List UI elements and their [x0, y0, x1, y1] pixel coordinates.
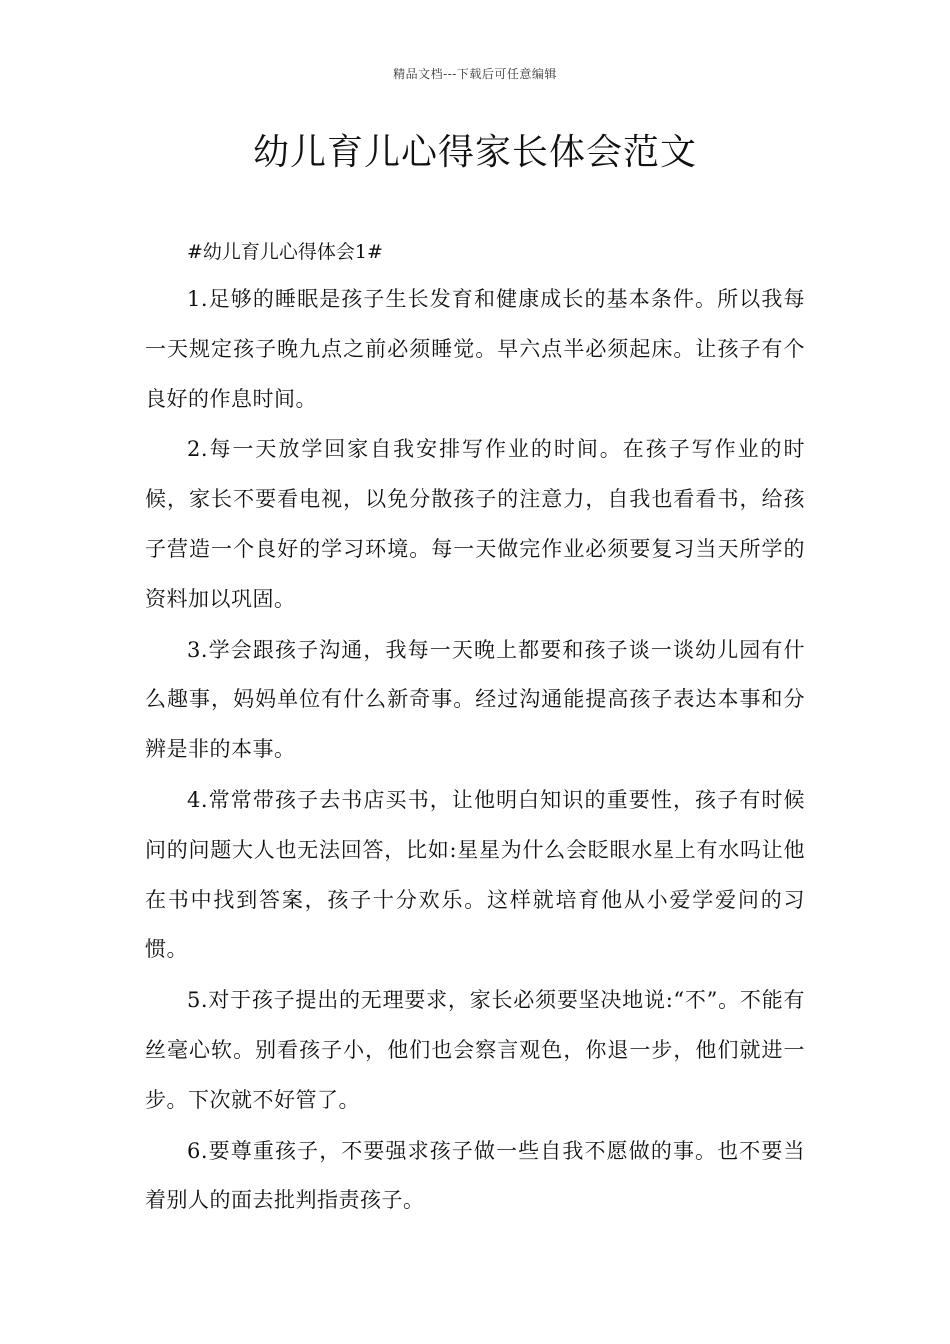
paragraph-2: 2.每一天放学回家自我安排写作业的时间。在孩子写作业的时候，家长不要看电视，以免分散孩子的注意力，自我也看看书，给孩子营造一个良好的学习环境。每一天做完作业必须要复习当天所学的资料加以巩固。 [145, 437, 805, 611]
paragraph-6: 6.要尊重孩子，不要强求孩子做一些自我不愿做的事。也不要当着别人的面去批判指责孩子。 [145, 1138, 805, 1213]
header-note: 精品文档---下载后可任意编辑 [393, 67, 557, 81]
document-title: 幼儿育儿心得家长体会范文 [252, 132, 697, 173]
paragraph-3: 3.学会跟孩子沟通，我每一天晚上都要和孩子谈一谈幼儿园有什么趣事，妈妈单位有什么新奇事。经过沟通能提高孩子表达本事和分辨是非的本事。 [145, 637, 805, 762]
paragraph-1: 1.足够的睡眠是孩子生长发育和健康成长的基本条件。所以我每一天规定孩子晚九点之前必须睡觉。早六点半必须起床。让孩子有个良好的作息时间。 [145, 287, 805, 411]
section-heading: #幼儿育儿心得体会1# [187, 241, 383, 263]
paragraph-4: 4.常常带孩子去书店买书，让他明白知识的重要性，孩子有时候问的问题大人也无法回答，比如:星星为什么会眨眼水星上有水吗让他在书中找到答案，孩子十分欢乐。这样就培育他从小爱学爱问的习惯。 [145, 787, 805, 962]
paragraph-5: 5.对于孩子提出的无理要求，家长必须要坚决地说:“不”。不能有丝毫心软。别看孩子小，他们也会察言观色，你退一步，他们就进一步。下次就不好管了。 [145, 988, 805, 1112]
document-body [145, 230, 805, 1227]
